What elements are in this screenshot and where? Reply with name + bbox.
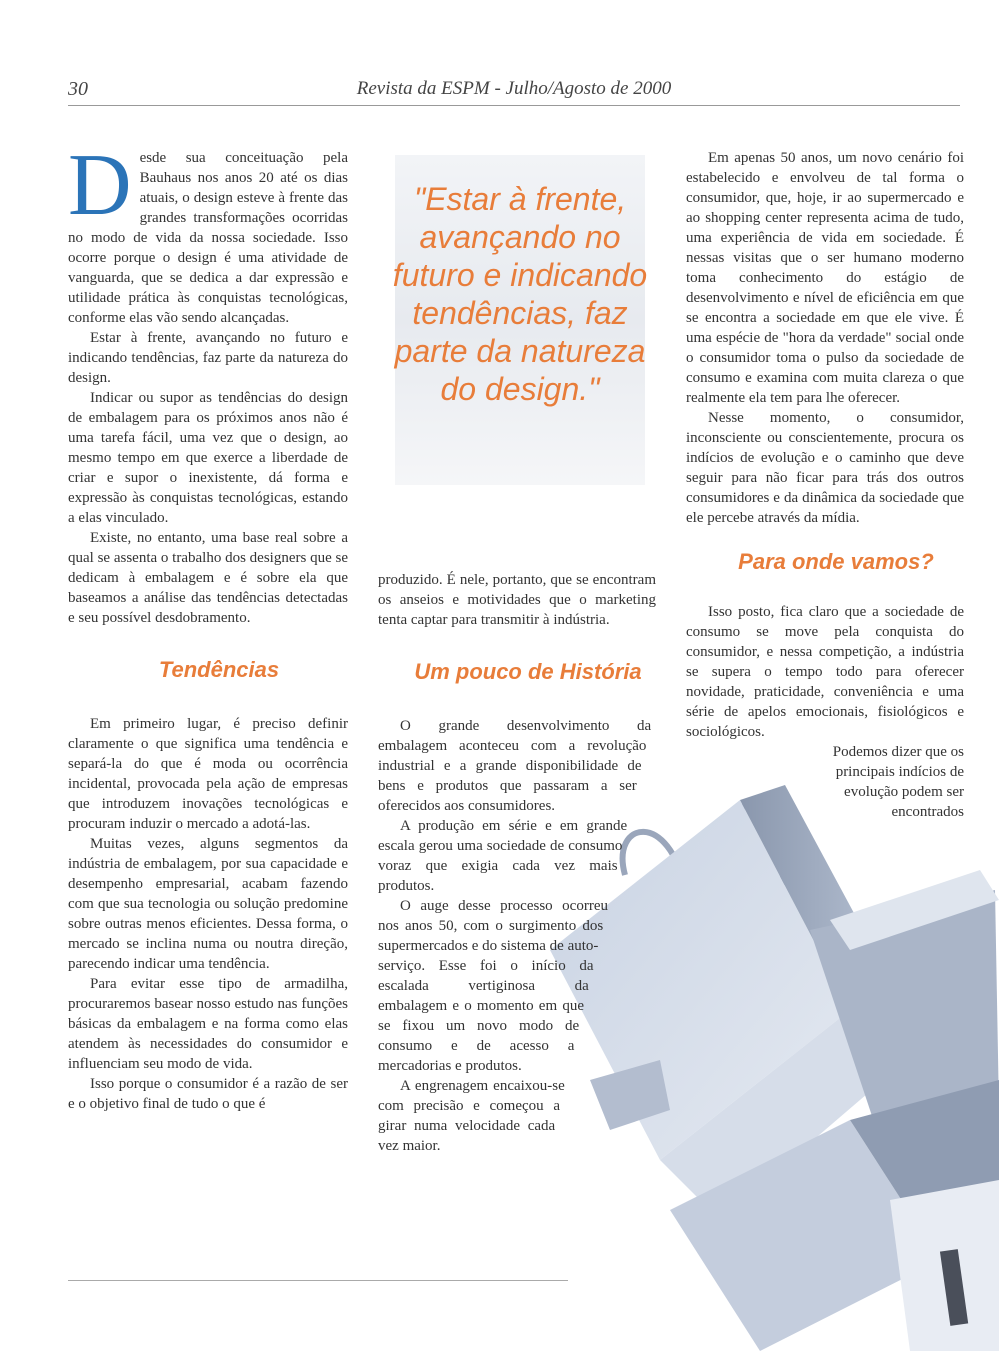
column-right [686, 148, 964, 822]
paragraph: Isso porque o consumidor é a razão de ser e o objetivo final de tudo o que é [68, 1076, 348, 1112]
page-number: 30 [68, 78, 88, 100]
pull-quote: "Estar à frente, avançando no futuro e indicando tendências, faz parte da natureza do design." [392, 181, 648, 407]
paragraph: O auge desse processo ocorreu nos anos 50, com o surgimento dos supermercados e do sistema de auto-serviço. Esse foi o início da escalada vertiginosa da embalagem e o momento em que se fixou um novo modo de consumo e de acesso a mercadorias e produtos. [378, 898, 608, 1074]
column-middle [378, 570, 656, 1216]
intro-text: esde sua conceituação pela Bauhaus nos anos 20 até os dias atuais, o design esteve à frente das grandes transformações ocorridas no modo de vida da nossa sociedade. Isso ocorre porque o design é uma atividade de vanguarda, que se dedica a dar expressão e utilidade prática às conquistas tecnológicas, conforme elas vão sendo alcançadas. [68, 150, 348, 326]
paragraph: Em primeiro lugar, é preciso definir claramente o que significa uma tendência e separá-la do que é moda ou ocorrência incidental, provocada pela ação de empresas que introduzem inovações tecnológicas e procuram induzir o mercado a adotá-las. [68, 716, 348, 832]
section-heading-historia: Um pouco de História [414, 659, 642, 684]
paragraph: O grande desenvolvimento da embalagem aconteceu com a revolução industrial e a grande disponibilidade de bens e produtos que passaram a ser oferecidos aos consumidores. [378, 718, 652, 814]
paragraph: A produção em série e em grande escala gerou uma sociedade de consumo voraz que exigia cada vez mais produtos. [378, 818, 628, 894]
paragraph: A engrenagem encaixou-se com precisão e começou a girar numa velocidade cada vez maior. [378, 1078, 565, 1154]
header-rule [68, 105, 960, 106]
paragraph: Indicar ou supor as tendências do design de embalagem para os próximos anos não é uma tarefa fácil, uma vez que o design, ao mesmo tempo em que exerce a liberdade de criar e supor o inexistente, dá forma e expressão às conquistas tecnológicas, estando a elas vinculado. [68, 390, 348, 526]
drop-cap: D [68, 137, 132, 234]
paragraph: Podemos dizer que os principais indícios de evolução podem ser encontrados [832, 744, 964, 820]
section-heading-para-onde: Para onde vamos? [738, 549, 934, 574]
section-heading-tendencias: Tendências [158, 657, 280, 682]
paragraph: Para evitar esse tipo de armadilha, procuraremos basear nosso estudo nas funções básicas da embalagem e na forma como elas atendem às necessidades do consumidor e influenciam seu modo de vida. [68, 976, 348, 1072]
footer-rule [68, 1280, 568, 1281]
paragraph: Existe, no entanto, uma base real sobre a qual se assenta o trabalho dos designers que se dedicam à embalagem e é sobre ela que baseamos a análise das tendências detectadas e seu possível desdobramento. [68, 530, 348, 626]
paragraph: produzido. É nele, portanto, que se encontram os anseios e motividades que o marketing tenta captar para transmitir à indústria. [378, 572, 656, 628]
intro-paragraph [68, 137, 348, 328]
column-left [68, 137, 348, 1114]
paragraph: Nesse momento, o consumidor, inconsciente ou conscientemente, procura os indícios de evolução e o caminho que deve seguir para não ficar para trás dos outros consumidores e da dinâmica da sociedade que ele percebe através da mídia. [686, 410, 964, 526]
journal-title: Revista da ESPM - Julho/Agosto de 2000 [356, 78, 672, 99]
paragraph: Em apenas 50 anos, um novo cenário foi estabelecido e envolveu de tal forma o consumidor, que, hoje, ir ao supermercado e ao shopping center representa acima de tudo, uma experiência de vida em sociedade. É nessas visitas que o ser humano moderno toma conhecimento do estágio de desenvolvimento e nível de eficiência em que se encontra a sociedade em que ele vive. É uma espécie de "hora da verdade" social onde o consumidor toma o pulso da sociedade de consumo e examina com muita clareza o que realmente ela tem para lhe oferecer. [686, 150, 964, 406]
paragraph: Muitas vezes, alguns segmentos da indústria de embalagem, por sua capacidade e desempenho empresarial, acabam fazendo com que sua tecnologia ou solução predomine sobre outras menos eficientes. Dessa forma, o mercado se inclina numa ou noutra direção, parecendo indicar uma tendência. [68, 836, 348, 972]
paragraph: Isso posto, fica claro que a sociedade de consumo se move pela conquista do consumidor, e nessa competição, a indústria se supera o tempo todo para oferecer novidade, praticidade, conveniência e uma série de apelos emocionais, fisiológicos e sociológicos. [686, 604, 964, 740]
paragraph: Estar à frente, avançando no futuro e indicando tendências, faz parte da natureza do design. [68, 330, 348, 386]
